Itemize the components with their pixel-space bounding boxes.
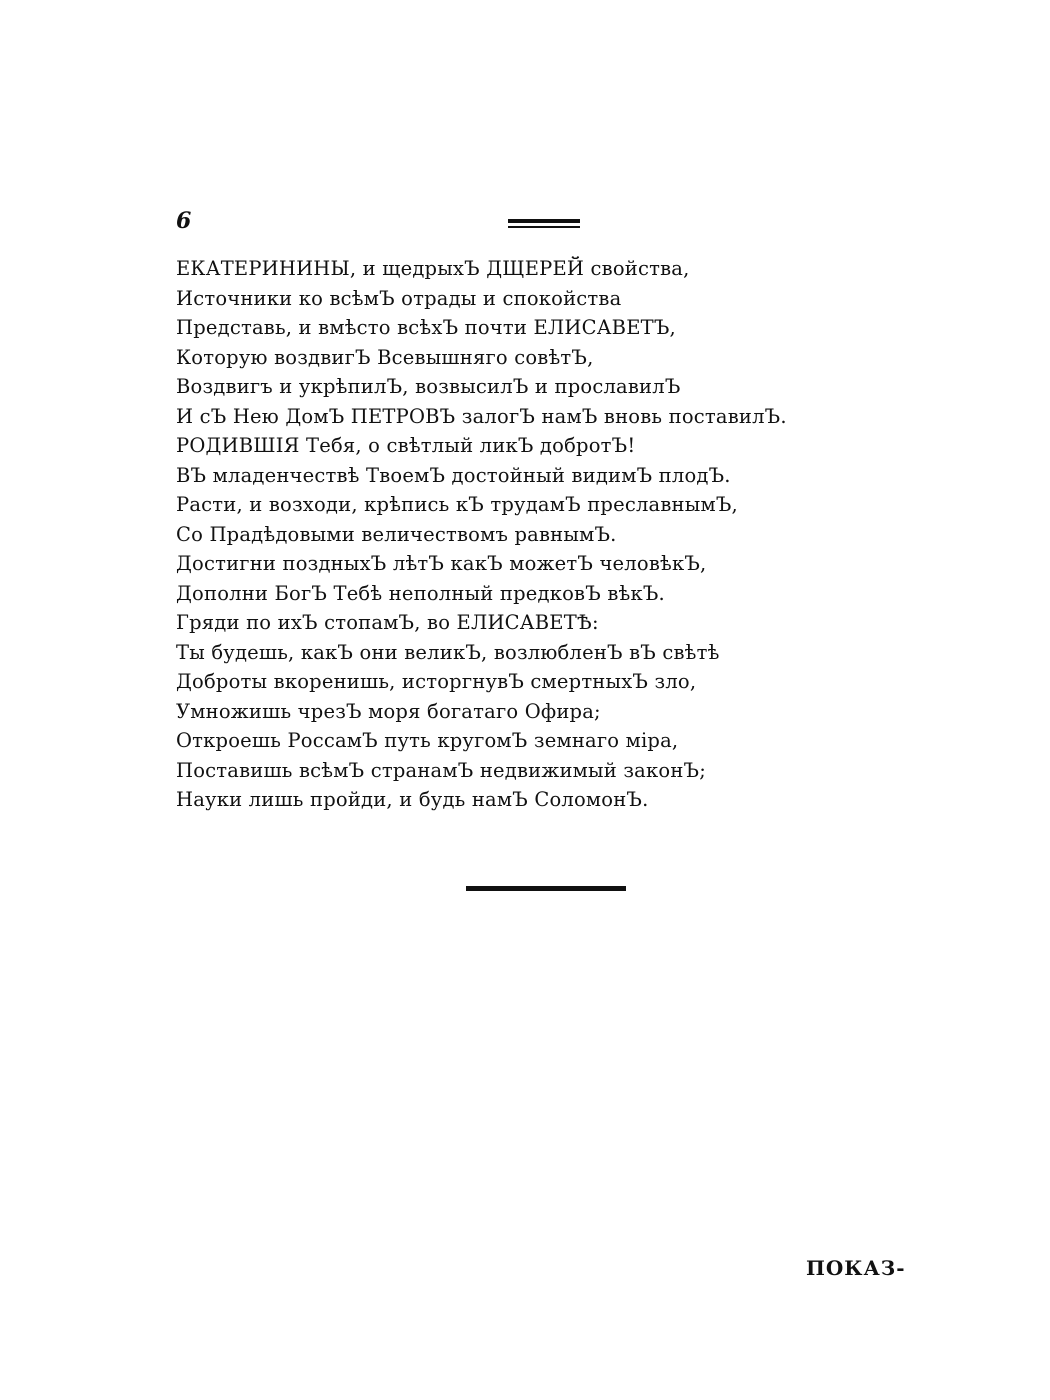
header-ornament-rule <box>508 219 580 229</box>
verse-line: Ты будешь, какЪ они великЪ, возлюбленЪ вЪ свѣтѣ <box>176 640 720 664</box>
verse-line: Дополни БогЪ Тебѣ неполный предковЪ вѣкЪ. <box>176 581 665 605</box>
verse-line: Представь, и вмѣсто всѣхЪ почти ЕЛИСАВЕТЪ, <box>176 316 676 339</box>
section-end-rule <box>466 886 626 891</box>
verse-line: Науки лишь пройди, и будь намЪ СоломонЪ. <box>176 788 649 811</box>
page-number: 6 <box>176 208 192 234</box>
verse-line: Достигни поздныхЪ лѣтЪ какЪ можетЪ человѣкЪ, <box>176 552 707 575</box>
header-rule-thick <box>508 219 580 223</box>
poem-verse <box>176 254 856 815</box>
verse-line: И сЪ Нею ДомЪ ПЕТРОВЪ залогЪ намЪ вновь поставилЪ. <box>176 404 787 428</box>
header-rule-thin <box>508 226 580 228</box>
verse-line: Воздвигъ и укрѣпилЪ, возвысилЪ и прославилЪ <box>176 375 681 398</box>
verse-line: Со Прадѣдовыми величествомъ равнымЪ. <box>176 522 617 546</box>
verse-line: ВЪ младенчествѣ ТвоемЪ достойный видимЪ плодЪ. <box>176 463 731 487</box>
verse-line: Доброты вкоренишь, исторгнувЪ смертныхЪ зло, <box>176 670 697 693</box>
verse-line: ЕКАТЕРИНИНЫ, и щедрыхЪ ДЩЕРЕЙ свойства, <box>176 257 690 280</box>
verse-line: Откроешь РоссамЪ путь кругомЪ земнаго міра, <box>176 729 679 752</box>
verse-line: Гряди по ихЪ стопамЪ, во ЕЛИСАВЕТѢ: <box>176 611 599 634</box>
verse-line: Умножишь чрезЪ моря богатаго Офира; <box>176 699 601 723</box>
verse-line: Которую воздвигЪ Всевышняго совѣтЪ, <box>176 345 594 369</box>
verse-line: Поставишь всѣмЪ странамЪ недвижимый законЪ; <box>176 758 706 782</box>
catchword: ПОКАЗ- <box>806 1256 906 1280</box>
verse-line: Источники ко всѣмЪ отрады и спокойства <box>176 286 622 310</box>
verse-line: РОДИВШІЯ Тебя, о свѣтлый ликЪ добротЪ! <box>176 434 636 457</box>
verse-line: Расти, и возходи, крѣпись кЪ трудамЪ преславнымЪ, <box>176 493 738 516</box>
